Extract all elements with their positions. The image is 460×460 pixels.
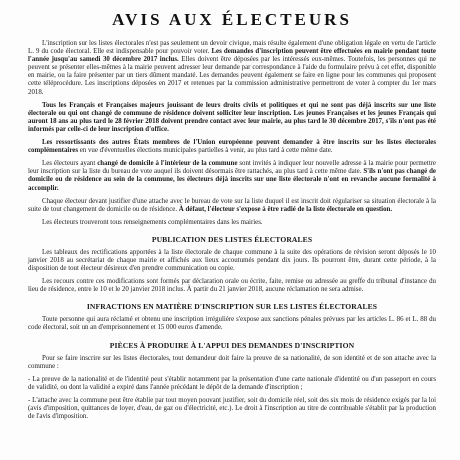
heading-pieces: PIÈCES À PRODUIRE À L'APPUI DES DEMANDES D'INSCRIPTION: [109, 340, 355, 350]
paragraph-text: L'inscription sur les listes électorales n'est pas seulement un devoir civique, mais résulte également d'une obligation légale en vertu de l'article L. 9 du code électoral. Elle est indispensable pour pouvoir voter.: [28, 40, 436, 56]
paragraph-information: Les électeurs trouveront tous renseignements complémentaires dans les mairies.: [42, 218, 263, 226]
paragraph-emphasis: Les demandes d'inscription peuvent être effectuées en mairie pendant toute l'année jusqu'au samedi 30 décembre 2017 inclus.: [28, 48, 436, 64]
paragraph-attachment-proof: - L'attache avec la commune peut être établie par tout moyen pouvant justifier, soit du domicile réel, soit des six mois de résidence exigés par la loi (avis d'imposition, quittances de loyer, d'eau, de gaz ou d'électricité, etc.). Le droit à l'inscription au titre de contribuable s'établit par la production de l'avis d'imposition.: [28, 396, 436, 421]
document-title: AVIS AUX ÉLECTEURS: [112, 10, 352, 29]
paragraph-text: sont invités à indiquer leur nouvelle adresse à la mairie pour permettre leur inscription sur la liste du bureau de vote auquel ils doivent désormais être rattachés, au plus tard à cette même date.: [28, 160, 436, 176]
paragraph-eu-citizens: [28, 139, 436, 155]
paragraph-emphasis: À défaut, l'électeur s'expose à être radié de la liste électorale en question.: [178, 205, 393, 213]
paragraph-emphasis: changé de domicile à l'intérieur de la commune: [97, 160, 238, 168]
heading-infractions: INFRACTIONS EN MATIÈRE D'INSCRIPTION SUR LES LISTES ÉLECTORALES: [86, 302, 378, 312]
paragraph-text: Elles doivent être déposées par les intéressés eux-mêmes. Toutefois, les personnes qui ne peuvent se présenter elles-mêmes à la mairie peuvent adresser leur demande par correspondance à l'aide du formulaire prévu à cet effet, disponible en mairie, ou la faire présenter par un tiers dûment mandaté. Les demandes peuvent également se faire en ligne pour les communes qui proposent cette téléprocédure. Les inscriptions déposées en 2017 et retenues par la commission administrative permettront de voter à compter du 1er mars 2018.: [28, 56, 436, 96]
paragraph-inscription-obligation: [28, 40, 436, 97]
paragraph-eligibility: [28, 102, 436, 134]
paragraph-text: Chaque électeur devant justifier d'une attache avec le bureau de vote sur la liste duquel il est inscrit doit régulariser sa situation électorale à la suite de tout changement de domicile ou de résidence.: [28, 197, 436, 213]
heading-publication: PUBLICATION DES LISTES ÉLECTORALES: [151, 234, 313, 244]
paragraph-infractions: Toute personne qui aura réclamé et obtenu une inscription irrégulière s'expose aux sanctions pénales prévues par les articles L. 86 et L. 88 du code électoral, soit un an d'emprisonnement et 15 000 euros d'amende.: [28, 316, 436, 332]
paragraph-nationality-proof: - La preuve de la nationalité et de l'identité peut s'établir notamment par la présentation d'une carte nationale d'identité ou d'un passeport en cours de validité, ou dont la validité a expiré dans l'année précédant le dépôt de la demande d'inscription ;: [28, 375, 436, 391]
paragraph-address-change: [28, 160, 436, 192]
paragraph-text: Les électeurs ayant: [42, 160, 98, 168]
paragraph-emphasis: Tous les Français et Françaises majeurs jouissant de leurs droits civils et politiques et qui ne sont pas déjà inscrits sur une liste électorale ou qui ont changé de commune de résidence doivent solliciter leur inscription. Les jeunes Françaises et les jeunes Français qui auront 18 ans au plus tard le 28 février 2018 doivent prendre contact avec leur mairie, au plus tard le 30 décembre 2017, s'ils n'ont pas été informés par celle-ci de leur inscription d'office.: [28, 101, 436, 133]
paragraph-recours: Les recours contre ces modifications sont formés par déclaration orale ou écrite, faite, remise ou adressée au greffe du tribunal d'instance du lieu de résidence, entre le 10 et le 20 janvier 2018 inclus. À partir du 21 janvier 2018, aucune réclamation ne sera admise.: [28, 278, 436, 294]
paragraph-text: en vue d'éventuelles élections municipales partielles à venir, au plus tard à cette même date.: [78, 147, 333, 155]
paragraph-regularisation: [28, 198, 436, 214]
paragraph-publication: Les tableaux des rectifications apportées à la liste électorale de chaque commune à la suite des opérations de révision seront déposés le 10 janvier 2018 au secrétariat de chaque mairie et affichés aux lieux accoutumés pendant dix jours. Ils pourront être, durant cette période, à la disposition de tout électeur désireux d'en prendre communication ou copie.: [28, 248, 436, 273]
paragraph-emphasis: Les ressortissants des autres États membres de l'Union européenne peuvent demander à être inscrits sur les listes électorales complémentaires: [28, 139, 436, 155]
paragraph-emphasis: S'ils n'ont pas changé de domicile ou de résidence au sein de la commune, les électeurs déjà inscrits sur une liste électorale n'ont en revanche aucune formalité à accomplir.: [28, 168, 436, 192]
paragraph-pieces-intro: Pour se faire inscrire sur les listes électorales, tout demandeur doit faire la preuve de sa nationalité, de son identité et de son attache avec la commune :: [28, 354, 436, 370]
